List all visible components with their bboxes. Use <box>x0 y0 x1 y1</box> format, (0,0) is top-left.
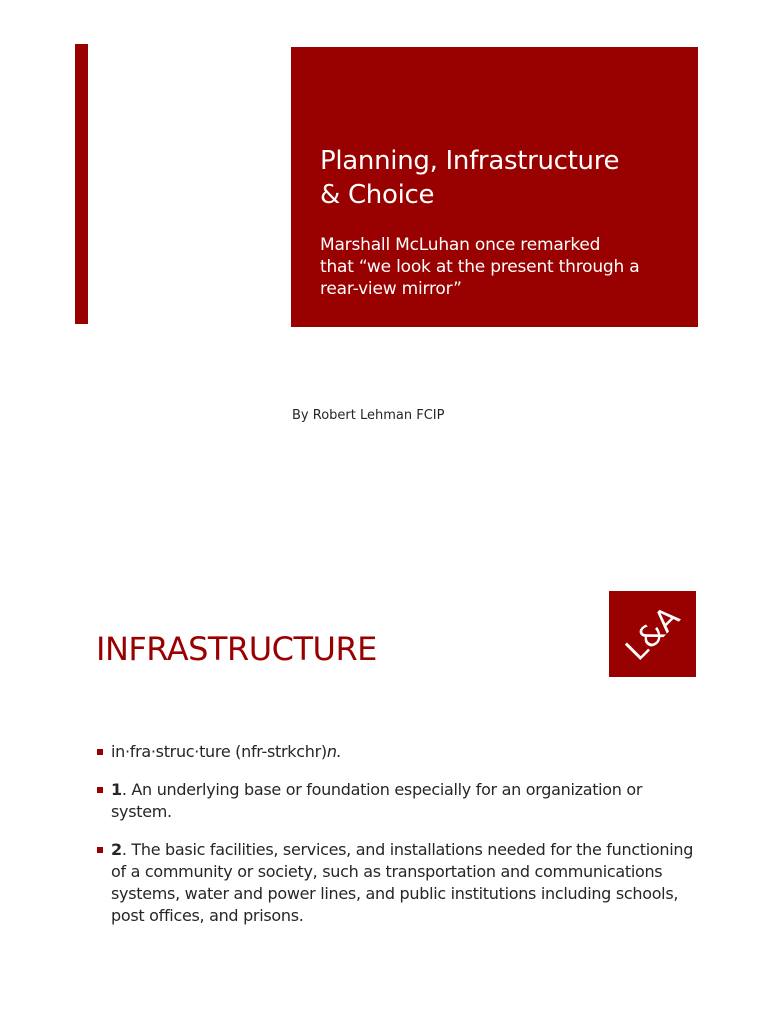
list-item-headword <box>97 741 707 763</box>
square-bullet-icon <box>97 749 103 755</box>
sense-text: . An underlying base or foundation especially for an organization or system. <box>111 780 643 821</box>
square-bullet-icon <box>97 847 103 853</box>
sense-number: 2 <box>111 840 122 859</box>
slide-title-line-2: & Choice <box>320 180 435 210</box>
slide-title-line-1: Planning, Infrastructure <box>320 146 620 176</box>
accent-bar <box>75 44 88 324</box>
sense-number: 1 <box>111 780 122 799</box>
slide-subtitle <box>320 234 676 300</box>
headword: in·fra·struc·ture (nfr-strkchr) <box>111 742 327 761</box>
subtitle-line-3: rear-view mirror” <box>320 279 462 299</box>
title-box <box>291 47 698 327</box>
list-item-sense-1 <box>97 779 707 823</box>
subtitle-line-2: that “we look at the present through a <box>320 257 640 277</box>
definition-list <box>97 741 707 943</box>
part-of-speech: n. <box>326 742 342 761</box>
author-byline: By Robert Lehman FCIP <box>292 408 445 423</box>
sense-text: . The basic facilities, services, and installations needed for the functioning of a community or society, such as transportation and communications systems, water and power lines, and public institutions including schools, post offices, and prisons. <box>111 840 694 925</box>
infrastructure-heading: INFRASTRUCTURE <box>96 630 377 668</box>
la-logo <box>609 591 696 677</box>
logo-text: L&A <box>618 600 687 668</box>
square-bullet-icon <box>97 787 103 793</box>
list-item-sense-2 <box>97 839 707 927</box>
subtitle-line-1: Marshall McLuhan once remarked <box>320 235 601 255</box>
